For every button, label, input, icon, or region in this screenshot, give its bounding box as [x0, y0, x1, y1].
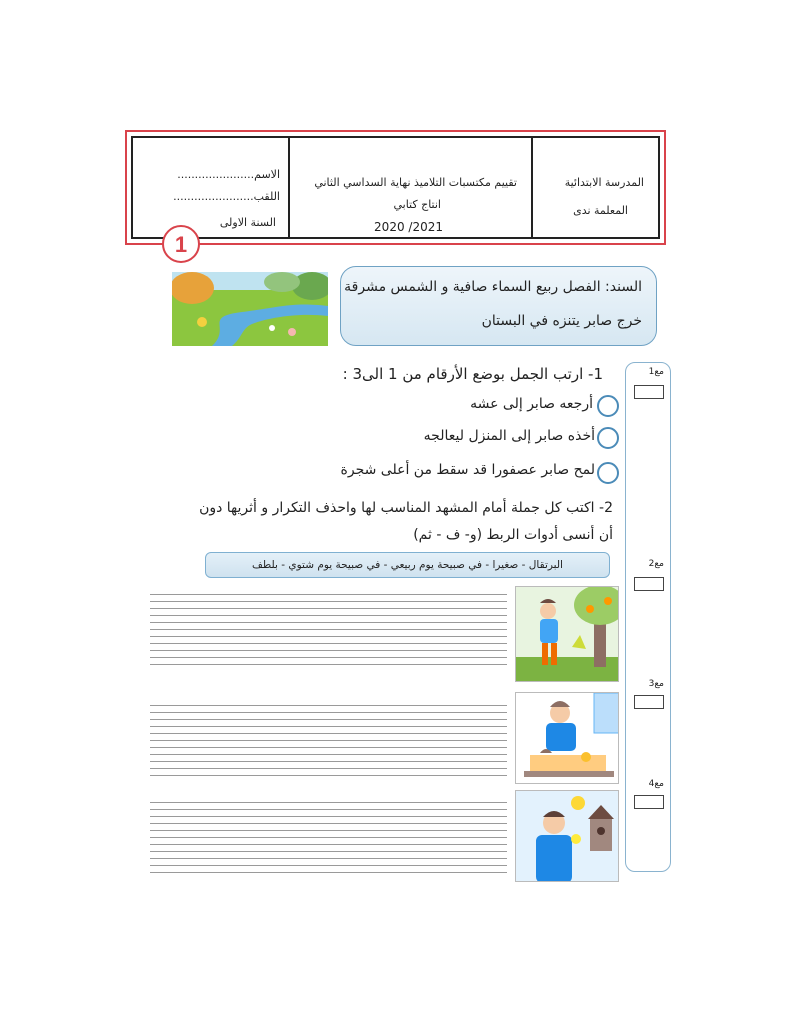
garden-landscape-image: [172, 272, 328, 346]
name-field[interactable]: الاسم......................: [177, 168, 280, 181]
writing-lines-3[interactable]: [150, 802, 507, 879]
order-circle-2[interactable]: [597, 427, 619, 449]
school-year: 2021/ 2020: [374, 220, 443, 234]
scene-image-boy-with-bird: [515, 692, 619, 784]
support-text-box: [340, 266, 657, 346]
teacher-name: المعلمة ندى: [573, 204, 628, 217]
question-1-prompt: 1- ارتب الجمل بوضع الأرقام من 1 الى3 :: [342, 365, 603, 383]
exam-subtitle: انتاج كتابي: [393, 198, 441, 211]
score-label-4: مع4: [648, 779, 664, 789]
title-cell: [288, 138, 531, 237]
writing-lines-2[interactable]: [150, 705, 507, 782]
scene-image-boy-returning-bird-to-nest: [515, 790, 619, 882]
score-box-4[interactable]: [634, 795, 664, 809]
word-bank: البرتقال - صغيرا - في صبيحة يوم ربيعي - في صبيحة يوم شتوي - بلطف: [205, 552, 610, 578]
score-box-1[interactable]: [634, 385, 664, 399]
order-circle-1[interactable]: [597, 395, 619, 417]
school-name: المدرسة الابتدائية: [564, 176, 644, 189]
question-1-item-3: لمح صابر عصفورا قد سقط من أعلى شجرة: [340, 462, 595, 478]
school-cell: [531, 138, 658, 237]
grade-label: السنة الاولى: [219, 216, 276, 229]
header-table: [131, 136, 660, 239]
student-cell: [133, 138, 288, 237]
scene-image-boy-picking-oranges: [515, 586, 619, 682]
score-label-2: مع2: [648, 559, 664, 569]
score-box-3[interactable]: [634, 695, 664, 709]
support-line-2: خرج صابر يتنزه في البستان: [481, 313, 642, 329]
page-number-badge: 1: [162, 225, 200, 263]
question-1-item-1: أرجعه صابر إلى عشه: [470, 396, 593, 412]
question-2-prompt-line-2: أن أنسى أدوات الربط (و- ف - ثم): [413, 527, 613, 543]
score-box-2[interactable]: [634, 577, 664, 591]
score-label-1: مع1: [648, 367, 664, 377]
exam-title: تقييم مكتسبات التلاميذ نهاية السداسي الثاني: [314, 176, 517, 189]
surname-field[interactable]: اللقب.......................: [173, 190, 280, 203]
writing-lines-1[interactable]: [150, 594, 507, 671]
question-2-prompt-line-1: 2- اكتب كل جملة أمام المشهد المناسب لها واحذف التكرار و أثريها دون: [199, 500, 613, 516]
score-label-3: مع3: [648, 679, 664, 689]
question-1-item-2: أخذه صابر إلى المنزل ليعالجه: [423, 428, 595, 444]
order-circle-3[interactable]: [597, 462, 619, 484]
support-line-1: السند: الفصل ربيع السماء صافية و الشمس مشرقة: [344, 279, 642, 295]
score-column: [625, 362, 671, 872]
